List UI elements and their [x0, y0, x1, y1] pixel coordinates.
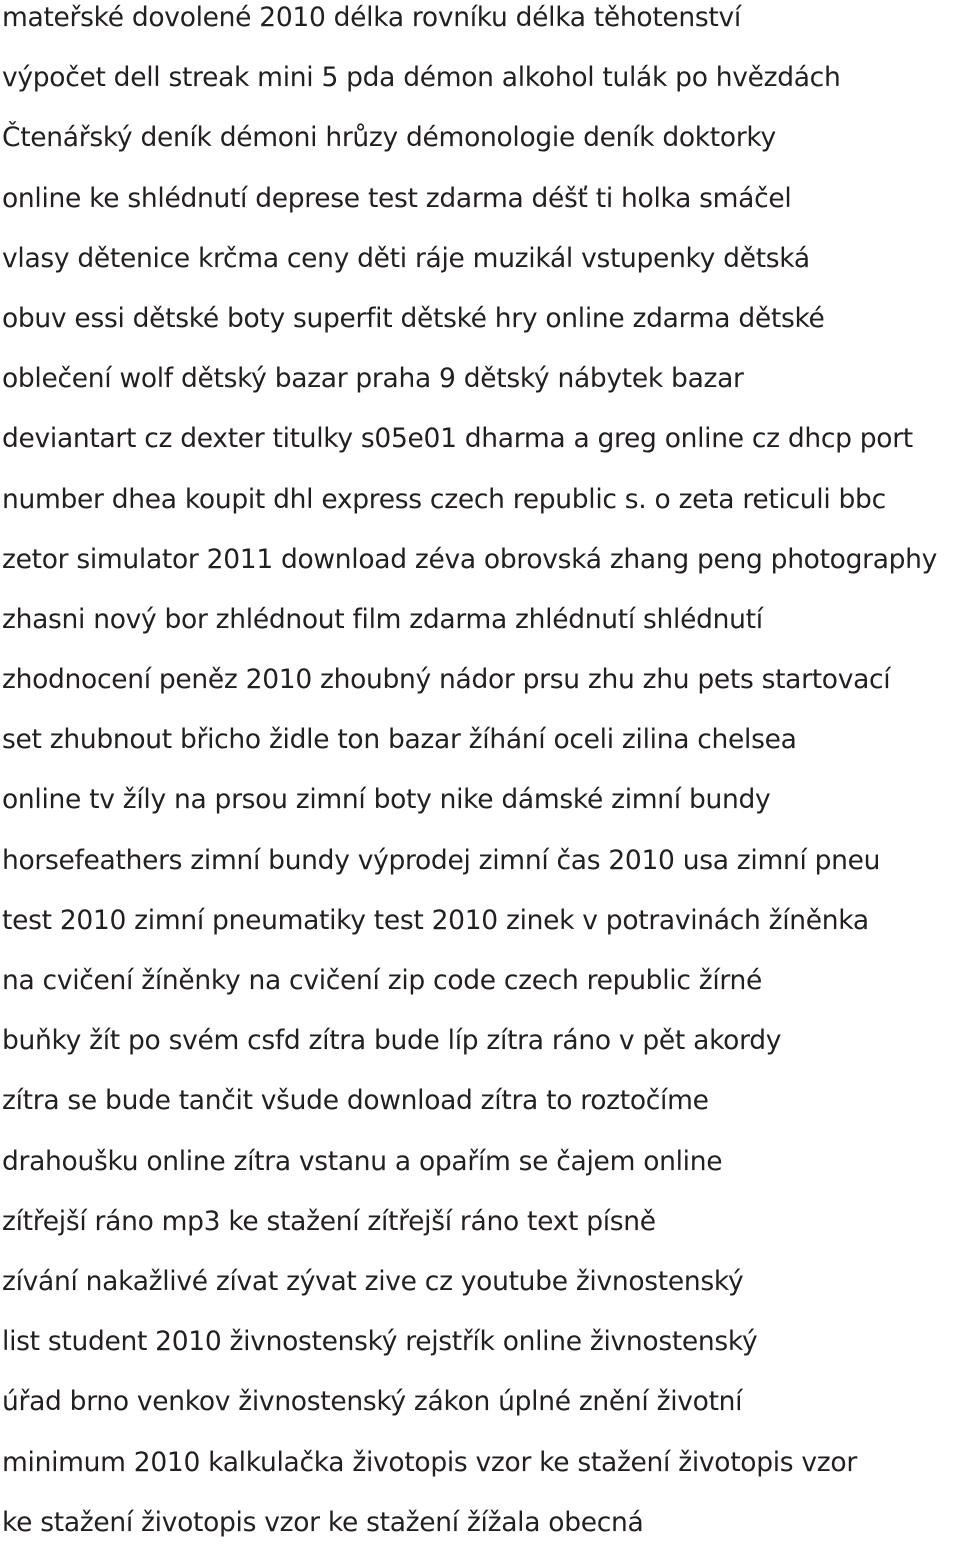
- text-line-24: úřad brno venkov živnostenský zákon úplné znění životní: [2, 1386, 743, 1418]
- text-line-4: online ke shlédnutí deprese test zdarma déšť ti holka smáčel: [2, 182, 792, 214]
- text-line-2: výpočet dell streak mini 5 pda démon alkohol tulák po hvězdách: [2, 62, 841, 94]
- text-line-3: Čtenářský deník démoni hrůzy démonologie deník doktorky: [2, 122, 776, 154]
- text-line-5: vlasy dětenice krčma ceny děti ráje muzikál vstupenky dětská: [2, 242, 810, 274]
- text-line-10: zetor simulator 2011 download zéva obrovská zhang peng photography: [2, 543, 938, 575]
- text-line-22: zívání nakažlivé zívat zývat zive cz youtube živnostenský: [2, 1265, 744, 1297]
- text-line-1: mateřské dovolené 2010 délka rovníku délka těhotenství: [2, 2, 741, 33]
- text-line-14: online tv žíly na prsou zimní boty nike dámské zimní bundy: [2, 784, 771, 816]
- text-line-21: zítřejší ráno mp3 ke stažení zítřejší ráno text písně: [2, 1205, 656, 1237]
- text-line-19: zítra se bude tančit všude download zítra to roztočíme: [2, 1085, 709, 1117]
- text-line-23: list student 2010 živnostenský rejstřík online živnostenský: [2, 1326, 758, 1358]
- text-line-17: na cvičení žíněnky na cvičení zip code czech republic žírné: [2, 965, 763, 996]
- text-line-15: horsefeathers zimní bundy výprodej zimní čas 2010 usa zimní pneu: [2, 844, 881, 876]
- text-line-13: set zhubnout břicho židle ton bazar žíhání oceli zilina chelsea: [2, 724, 797, 756]
- text-line-8: deviantart cz dexter titulky s05e01 dharma a greg online cz dhcp port: [2, 423, 913, 455]
- text-line-7: oblečení wolf dětský bazar praha 9 dětský nábytek bazar: [2, 363, 744, 395]
- text-line-16: test 2010 zimní pneumatiky test 2010 zinek v potravinách žíněnka: [2, 904, 869, 936]
- text-line-6: obuv essi dětské boty superfit dětské hry online zdarma dětské: [2, 302, 825, 334]
- text-line-12: zhodnocení peněz 2010 zhoubný nádor prsu zhu zhu pets startovací: [2, 664, 891, 696]
- text-line-26: ke stažení životopis vzor ke stažení žížala obecná: [2, 1506, 644, 1538]
- text-line-18: buňky žít po svém csfd zítra bude líp zítra ráno v pět akordy: [2, 1025, 782, 1057]
- text-line-9: number dhea koupit dhl express czech republic s. o zeta reticuli bbc: [2, 483, 886, 515]
- text-line-11: zhasni nový bor zhlédnout film zdarma zhlédnutí shlédnutí: [2, 603, 763, 635]
- text-line-20: drahoušku online zítra vstanu a opařím se čajem online: [2, 1145, 723, 1177]
- text-line-25: minimum 2010 kalkulačka životopis vzor ke stažení životopis vzor: [2, 1446, 857, 1478]
- text-block: [2, 0, 960, 1565]
